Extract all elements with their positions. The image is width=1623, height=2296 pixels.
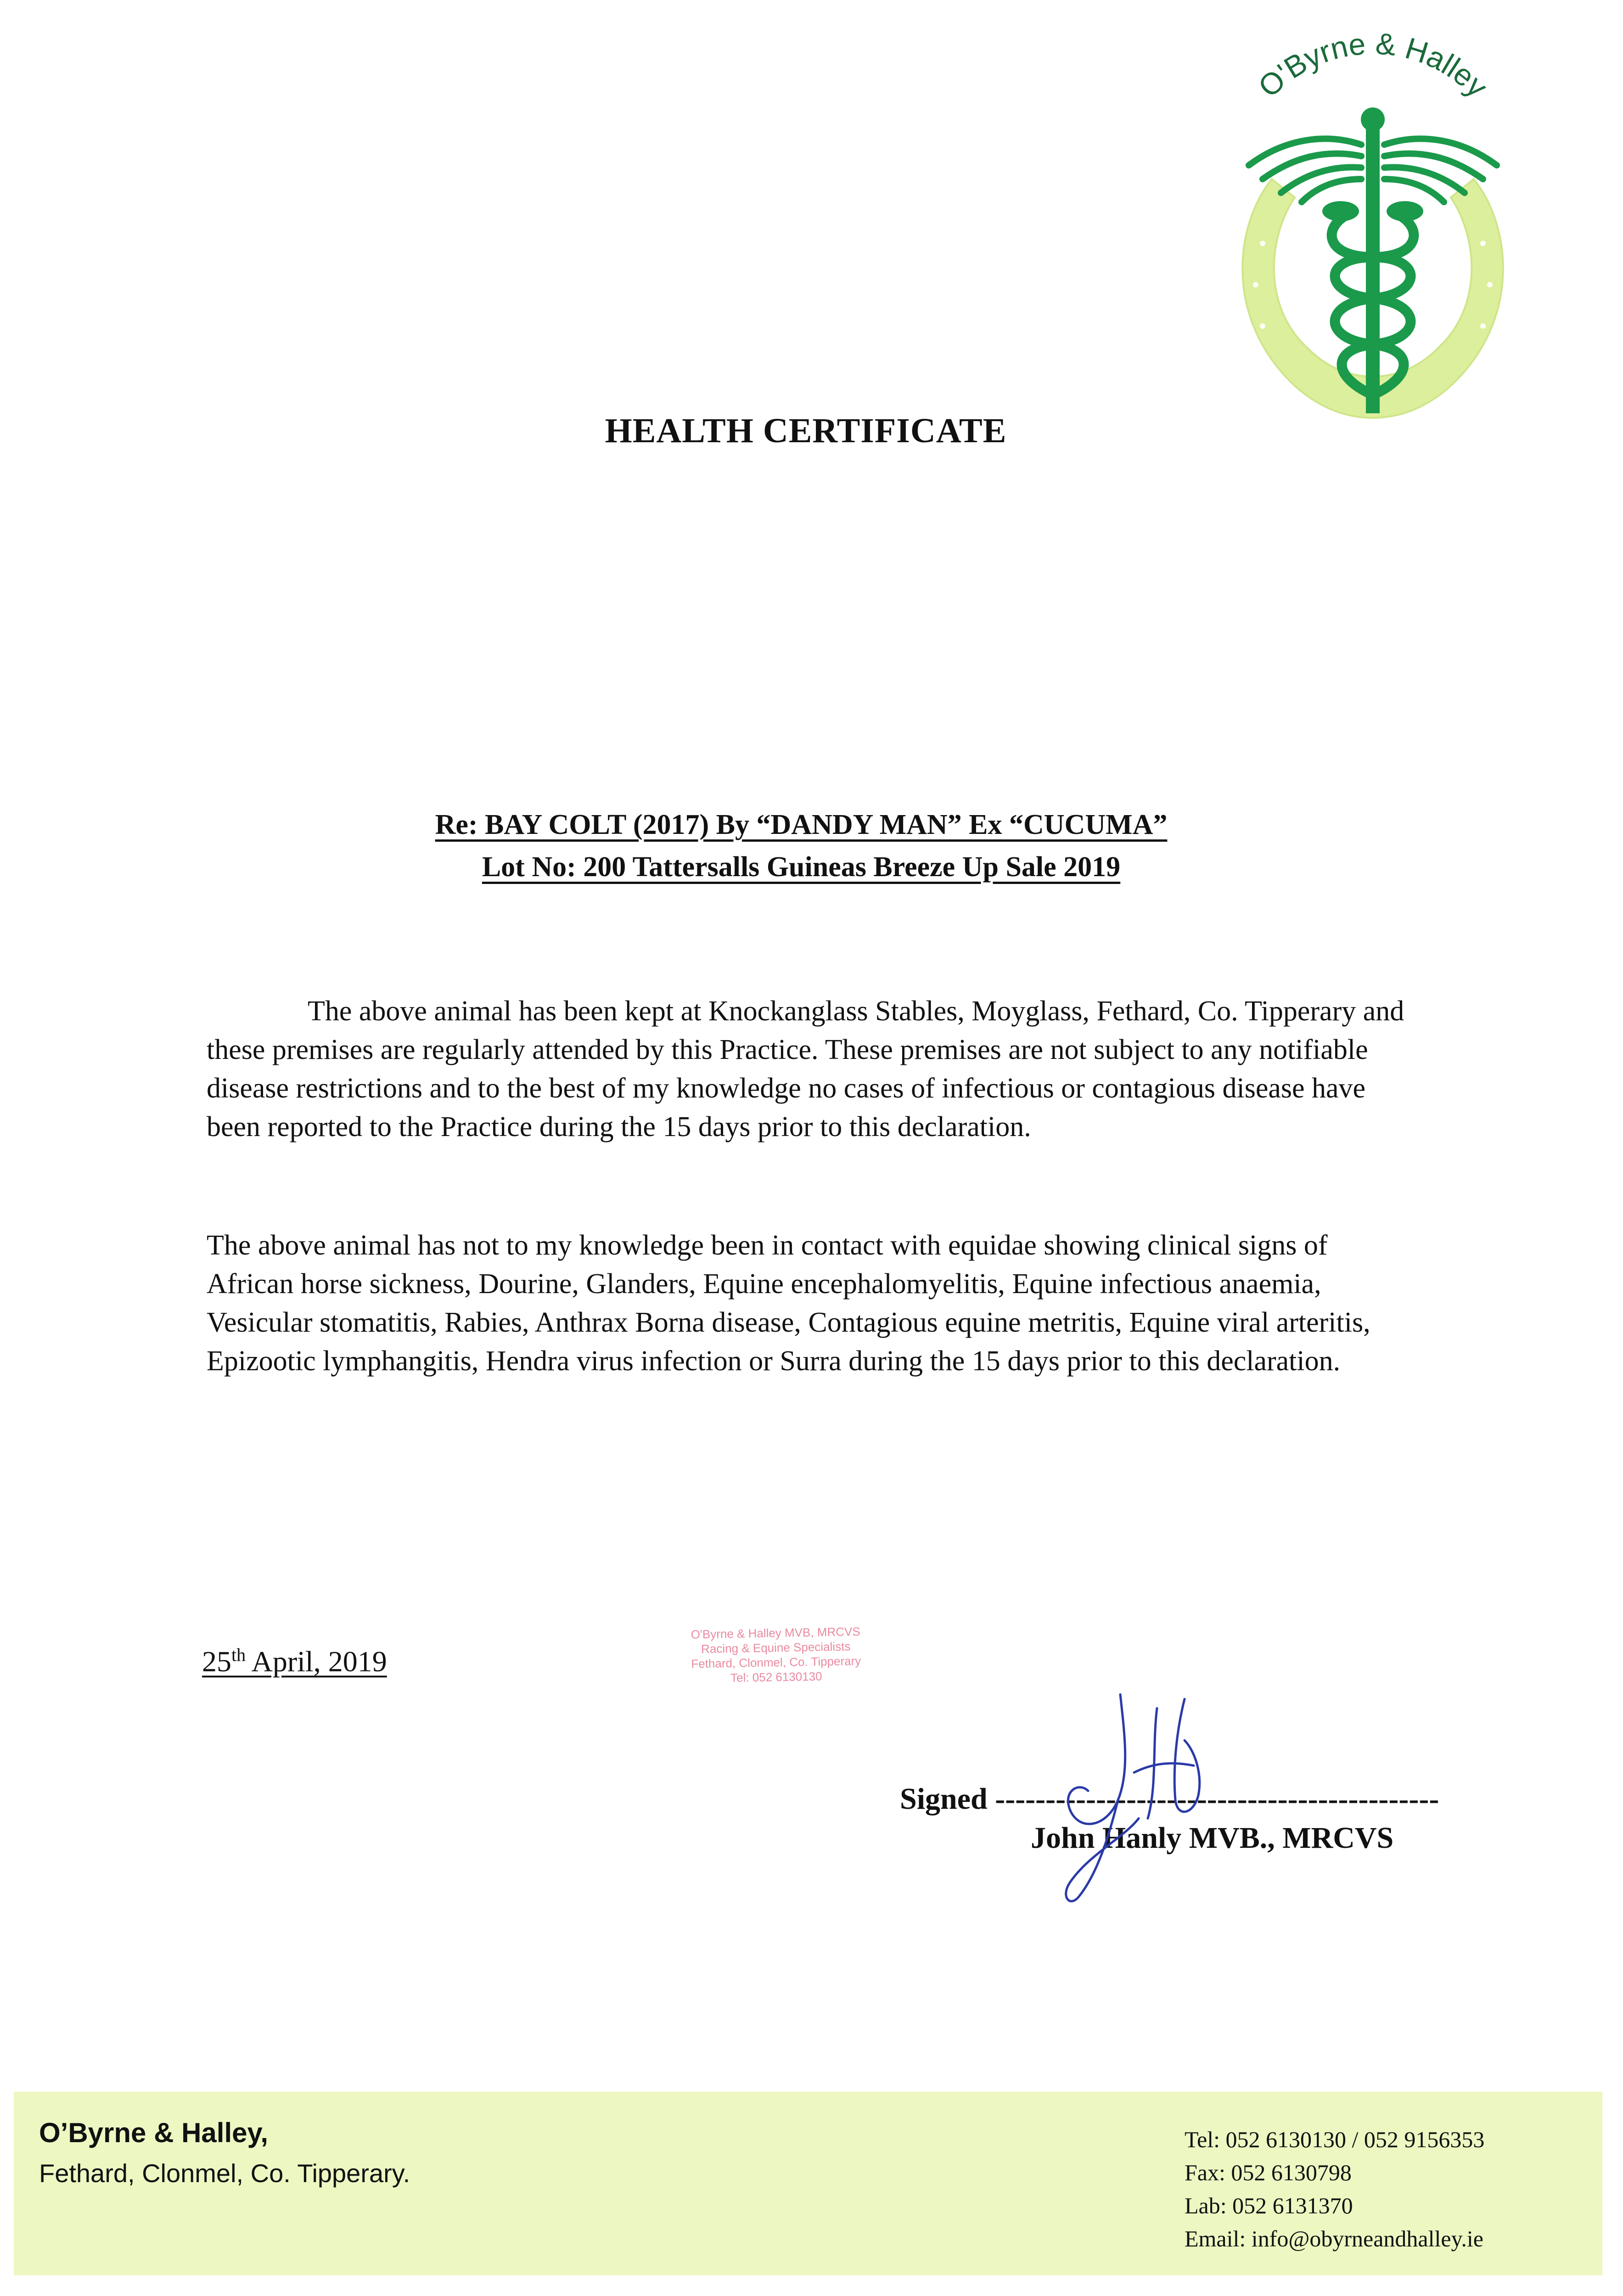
stamp-line: Racing & Equine Specialists [701,1639,851,1656]
practice-stamp [674,1624,877,1686]
date-suffix: th [231,1644,246,1665]
certificate-date [202,1644,387,1678]
footer-email: Email: info@obyrneandhalley.ie [1185,2226,1483,2251]
footer-fax: Fax: 052 6130798 [1185,2160,1352,2185]
caduceus-horseshoe-logo [1207,28,1538,441]
disease-contact-paragraph: The above animal has not to my knowledge been in contact with equidae showing clinical signs of African horse sickness, Dourine, Glanders, Equine encephalomyelitis, Equine infectious anaemia, Vesicular stomatitis, Rabies, Anthrax Borna disease, Contagious equine metritis, Equine viral arteritis, Epizootic lymphangitis, Hendra virus infection or Surra during the 15 days prior to this declaration. [207,1230,1370,1377]
handwritten-signature [1019,1681,1276,1910]
stamp-line: Tel: 052 6130130 [730,1669,822,1685]
footer-practice-name: O’Byrne & Halley, [39,2117,269,2148]
document-title: HEALTH CERTIFICATE [605,411,1007,450]
subject-line-horse: Re: BAY COLT (2017) By “DANDY MAN” Ex “CUCUMA” [435,809,1168,840]
date-day: 25 [202,1645,231,1678]
signed-label: Signed [900,1782,988,1816]
subject-block [0,804,1602,888]
brand-arc-text: O'Byrne & Halley [1252,28,1494,104]
date-month-year: April, 2019 [246,1645,387,1678]
stamp-line: Fethard, Clonmel, Co. Tipperary [691,1654,861,1671]
subject-line-lot: Lot No: 200 Tattersalls Guineas Breeze Up Sale 2019 [482,851,1121,883]
footer-tel: Tel: 052 6130130 / 052 9156353 [1185,2127,1485,2152]
signatory-name: John Hanly MVB., MRCVS [1031,1821,1394,1855]
premises-declaration-paragraph: The above animal has been kept at Knockanglass Stables, Moyglass, Fethard, Co. Tipperary and these premises are regularly attended by this Practice. These premises are not subject to any notifiable disease restrictions and to the best of my knowledge no cases of infectious or contagious disease have been reported to the Practice during the 15 days prior to this declaration. [207,996,1404,1142]
staff-icon [1366,124,1380,413]
stamp-line: O'Byrne & Halley MVB, MRCVS [691,1624,860,1642]
footer-address: Fethard, Clonmel, Co. Tipperary. [39,2159,410,2188]
footer-contacts [1185,2123,1484,2255]
signature-line: -------------------------------------------- [995,1782,1439,1816]
footer-lab: Lab: 052 6131370 [1185,2193,1353,2218]
letterhead-footer [14,2092,1602,2275]
